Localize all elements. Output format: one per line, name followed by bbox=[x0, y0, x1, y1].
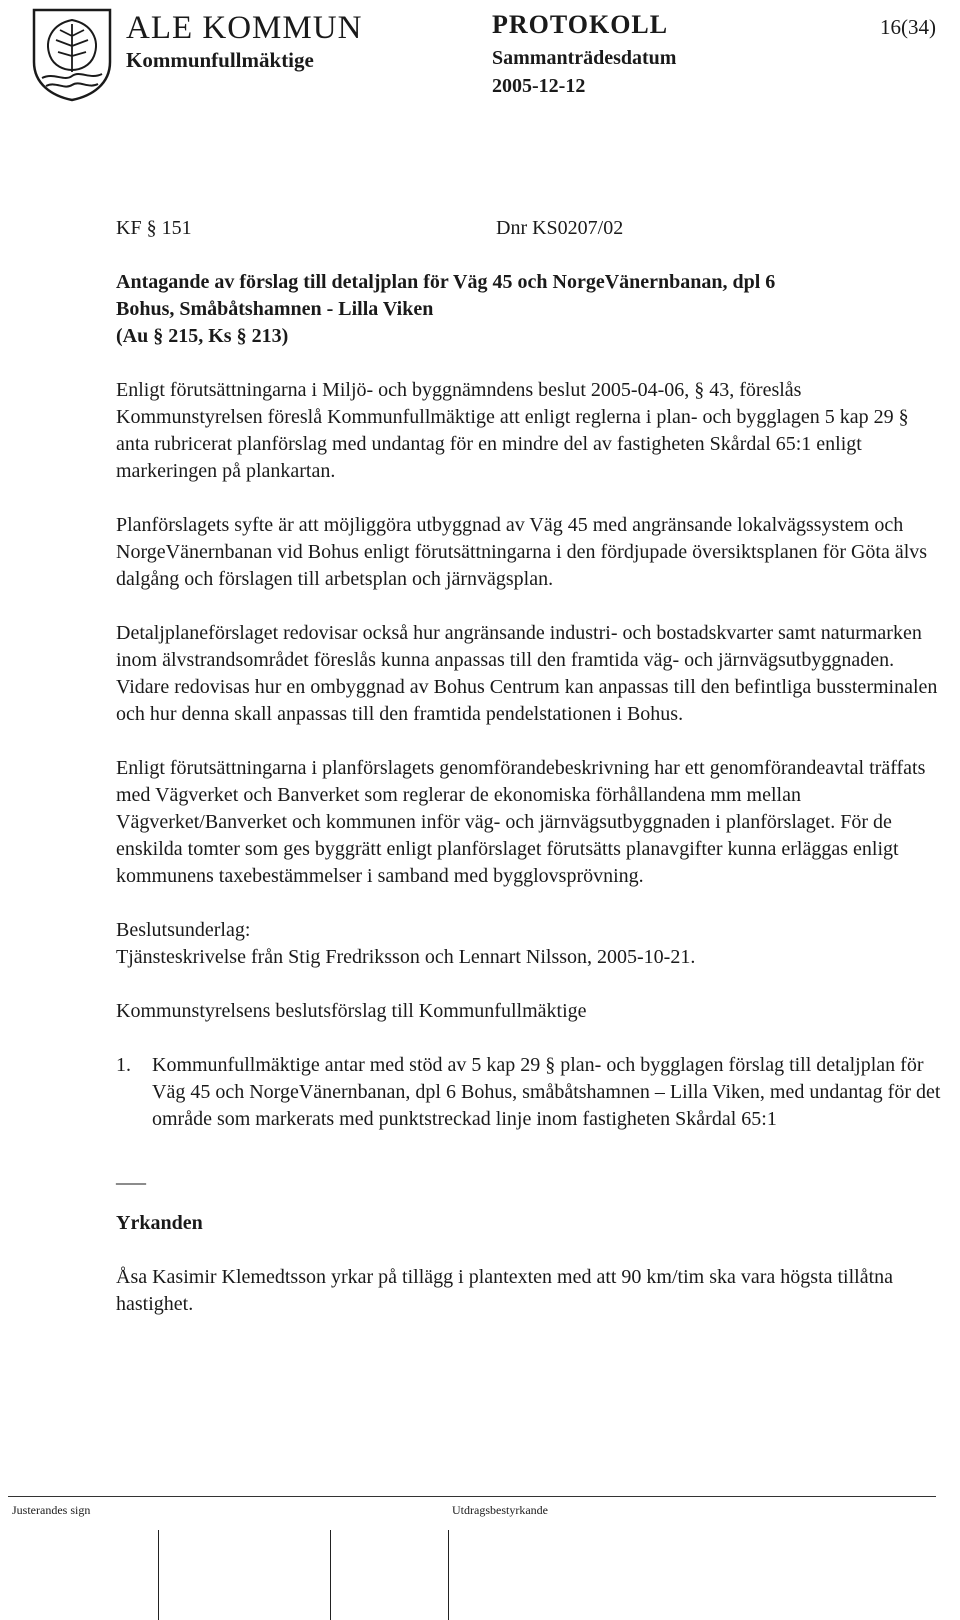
separator-line: ___ bbox=[116, 1165, 146, 1187]
item-reference-row bbox=[116, 215, 946, 245]
signature-box-divider bbox=[330, 1530, 331, 1620]
adjuster-signature-label: Justerandes sign bbox=[12, 1503, 91, 1517]
extract-certification-label: Utdragsbestyrkande bbox=[452, 1503, 548, 1517]
meeting-date: 2005-12-12 bbox=[492, 75, 586, 97]
case-number: Dnr KS0207/02 bbox=[496, 217, 624, 239]
signature-footer bbox=[0, 1496, 960, 1620]
body-paragraph: Enligt förutsättningarna i planförslagets genomförandebeskrivning har ett genomförandeavtal träffats med Vägverket och Banverket som reglerar de ekonomiska förhållandena mm mellan Vägverket/Banverket och kommunen inför väg- och järnvägsutbyggnaden i planförslaget. För de enskilda tomter som ges byggrätt enligt planförslaget förutsätts planavgifter kunna erläggas enligt kommunens taxebestämmelser i samband med bygglovsprövning. bbox=[116, 757, 926, 887]
list-number: 1. bbox=[116, 1054, 131, 1076]
item-title bbox=[116, 269, 946, 350]
proposal-heading: Kommunstyrelsens beslutsförslag till Kommunfullmäktige bbox=[116, 1000, 587, 1022]
page-number: 16(34) bbox=[880, 15, 936, 39]
signature-box-divider bbox=[158, 1530, 159, 1620]
signature-box-divider bbox=[448, 1530, 449, 1620]
decision-basis-label: Beslutsunderlag: bbox=[116, 919, 251, 941]
list-text: Kommunfullmäktige antar med stöd av 5 kap 29 § plan- och bygglagen förslag till detaljplan för Väg 45 och NorgeVänernbanan, dpl 6 Bohus, småbåtshamnen – Lilla Viken, med undantag för det område som markerats med punktstreckad linje inom fastigheten Skårdal 65:1 bbox=[152, 1054, 941, 1130]
title-line: (Au § 215, Ks § 213) bbox=[116, 325, 289, 347]
title-line: Bohus, Småbåtshamnen - Lilla Viken bbox=[116, 298, 434, 320]
body-paragraph: Detaljplaneförslaget redovisar också hur angränsande industri- och bostadskvarter samt naturmarken inom älvstrandsområdet föreslås kunna anpassas till den framtida väg- och järnvägsutbyggnaden. Vidare redovisas hur en ombyggnad av Bohus Centrum kan anpassas till den befintliga bussterminalen och hur denna skall anpassas till den framtida pendelstationen i Bohus. bbox=[116, 622, 938, 725]
footer-divider bbox=[8, 1496, 936, 1497]
organization-name: ALE KOMMUN bbox=[126, 10, 363, 46]
title-line: Antagande av förslag till detaljplan för Väg 45 och NorgeVänernbanan, dpl 6 bbox=[116, 271, 776, 293]
motions-text: Åsa Kasimir Klemedtsson yrkar på tillägg i plantexten med att 90 km/tim ska vara högsta tillåtna hastighet. bbox=[116, 1266, 894, 1315]
meeting-date-label: Sammanträdesdatum bbox=[492, 47, 677, 69]
body-paragraph: Enligt förutsättningarna i Miljö- och byggnämndens beslut 2005-04-06, § 43, föreslås Kommunstyrelsen föreslå Kommunfullmäktige att enligt reglerna i plan- och bygglagen 5 kap 29 § anta rubricerat planförslag med undantag för en mindre del av fastigheten Skårdal 65:1 enligt markeringen på plankartan. bbox=[116, 379, 909, 482]
document-type: PROTOKOLL bbox=[492, 10, 669, 39]
municipality-crest-logo bbox=[30, 6, 114, 102]
motions-heading: Yrkanden bbox=[116, 1212, 203, 1234]
body-paragraph: Planförslagets syfte är att möjliggöra utbyggnad av Väg 45 med angränsande lokalvägssystem och NorgeVänernbanan vid Bohus enligt förutsättningarna i den fördjupade översiktsplanen för Göta älvs dalgång och förslagen till arbetsplan och järnvägsplan. bbox=[116, 514, 928, 590]
paragraph-reference: KF § 151 bbox=[116, 217, 192, 239]
document-body bbox=[116, 215, 946, 1318]
organization-body: Kommunfullmäktige bbox=[126, 48, 314, 72]
proposal-list-item bbox=[116, 1052, 946, 1133]
decision-basis-text: Tjänsteskrivelse från Stig Fredriksson och Lennart Nilsson, 2005-10-21. bbox=[116, 946, 696, 968]
